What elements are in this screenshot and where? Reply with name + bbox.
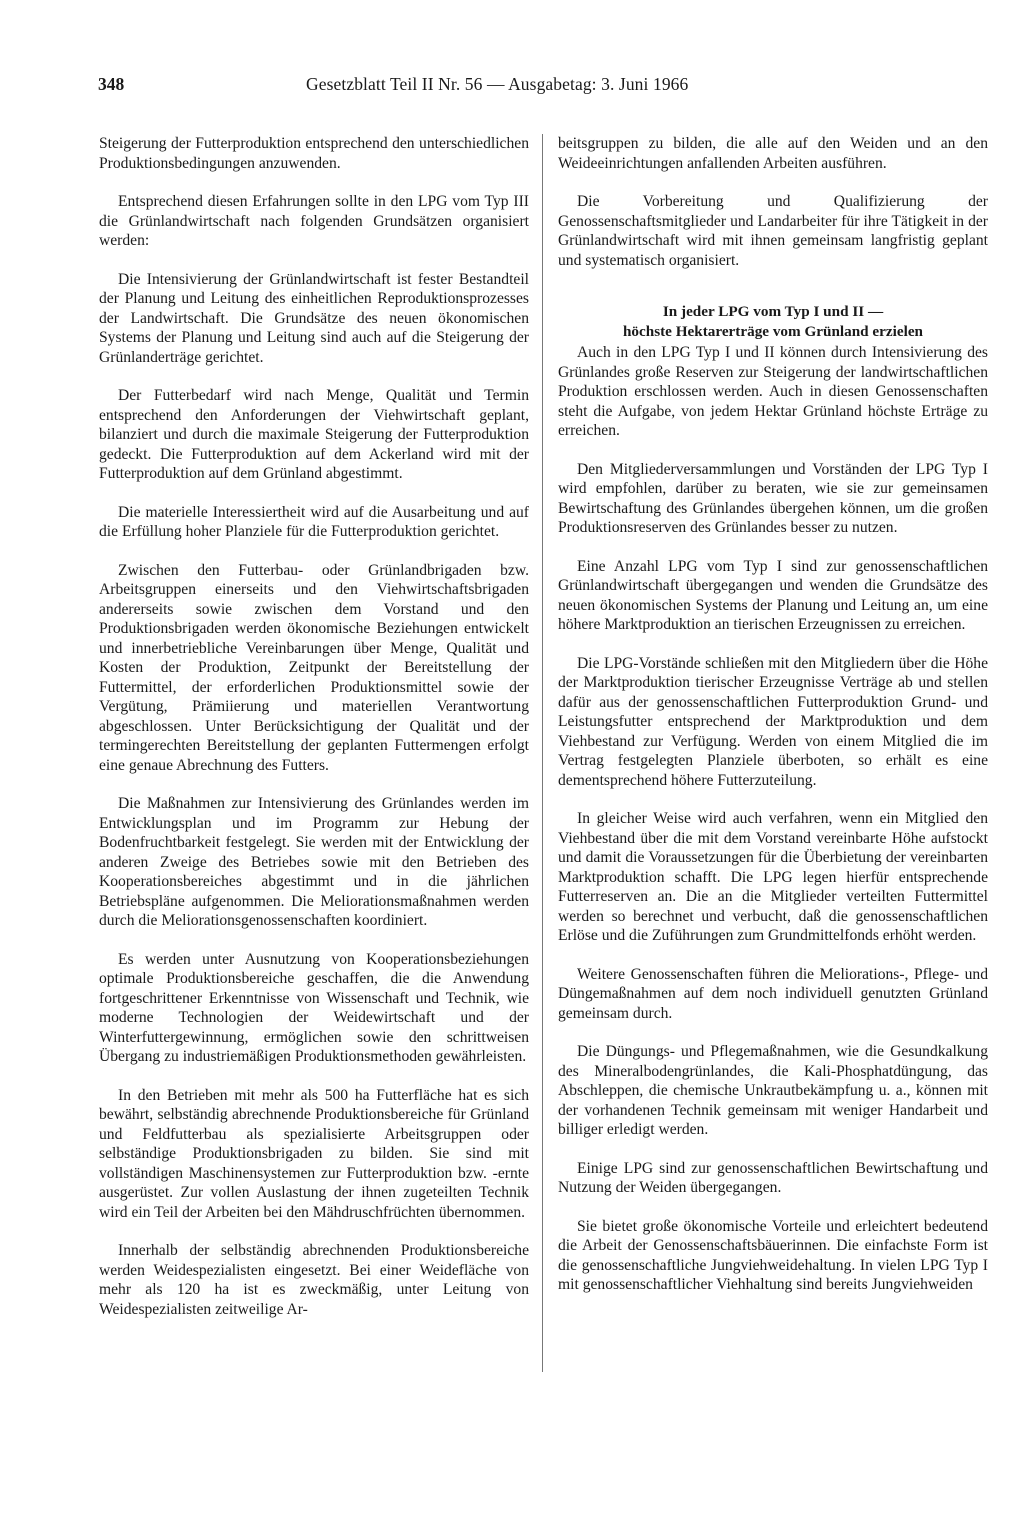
paragraph: Es werden unter Ausnutzung von Kooperationsbeziehungen optimale Produktionsbereiche geschaffen, die die Anwendung fortgeschrittener Erkenntnisse von Wissenschaft und Technik, wie moderne Technologien der Weidewirtschaft und der Winterfuttergewinnung, ermöglichen sowie den schrittweisen Übergang zu industriemäßigen Produktionsmethoden gewährleisten. bbox=[99, 950, 529, 1065]
paragraph: Eine Anzahl LPG vom Typ I sind zur genossenschaftlichen Grünlandwirtschaft übergegangen und wenden die Grundsätze des neuen ökonomischen Systems der Planung und Leitung an, um eine höhere Marktproduktion an tierischen Erzeugnissen zu erreichen. bbox=[558, 557, 988, 633]
paragraph: Steigerung der Futterproduktion entsprechend den unterschiedlichen Produktionsbedingungen anzuwenden. bbox=[99, 135, 529, 172]
paragraph: Den Mitgliederversammlungen und Vorständen der LPG Typ I wird empfohlen, darüber zu beraten, wie sie zur gemeinsamen Bewirtschaftung des Grünlandes übergehen können, um die großen Produktionsreserven des Grünlandes besser zu nutzen. bbox=[558, 460, 988, 536]
gazette-header-title: Gesetzblatt Teil II Nr. 56 — Ausgabetag: 3. Juni 1966 bbox=[306, 74, 689, 94]
paragraph: beitsgruppen zu bilden, die alle auf den Weiden und an den Weideeinrichtungen anfallenden Arbeiten ausführen. bbox=[558, 135, 988, 172]
paragraph: Auch in den LPG Typ I und II können durch Intensivierung des Grünlandes große Reserven zur Steigerung der landwirtschaftlichen Produktion erschlossen werden. Auch in diesen Genossenschaften steht die Aufgabe, von jedem Hektar Grünland höchste Erträge zu erreichen. bbox=[558, 344, 988, 439]
section-heading-line: In jeder LPG vom Typ I und II — bbox=[662, 303, 884, 320]
right-column bbox=[558, 134, 988, 1314]
page-header bbox=[98, 74, 930, 98]
paragraph: Die Vorbereitung und Qualifizierung der Genossenschaftsmitglieder und Landarbeiter für ihre Tätigkeit in der Grünlandwirtschaft wird mit ihnen gemeinsam langfristig geplant und systematisch organisiert. bbox=[558, 193, 988, 269]
paragraph: Zwischen den Futterbau- oder Grünlandbrigaden bzw. Arbeitsgruppen einerseits und den Viehwirtschaftsbrigaden andererseits sowie zwischen dem Vorstand und den Produktionsbrigaden werden ökonomische Beziehungen entwickelt und innerbetriebliche Vereinbarungen über Menge, Qualität und Kosten der Produktion, Zeitpunkt der Bereitstellung der Futtermittel, der erforderlichen Produktionsmittel sowie der Vergütung, Prämiierung und materiellen Verantwortung abgeschlossen. Unter Berücksichtigung der Qualität und der termingerechten Bereitstellung der geplanten Futtermengen erfolgt eine genaue Abrechnung des Futters. bbox=[99, 561, 529, 774]
paragraph: Die Düngungs- und Pflegemaßnahmen, wie die Gesundkalkung des Mineralbodengrünlandes, die Kali-Phosphatdüngung, das Abschleppen, die chemische Unkrautbekämpfung u. a., können mit der vorhandenen Technik gemeinsam mit weniger Handarbeit und billiger erledigt werden. bbox=[558, 1043, 988, 1138]
section-heading-line: höchste Hektarerträge vom Grünland erzielen bbox=[622, 322, 924, 340]
left-column bbox=[99, 134, 529, 1338]
paragraph: Die LPG-Vorstände schließen mit den Mitgliedern über die Höhe der Marktproduktion tierischer Erzeugnisse Verträge ab und stellen dafür aus der genossenschaftlichen Futterproduktion Grund- und Leistungsfutter entsprechend der Marktproduktion und dem Viehbestand zur Verfügung. Werden von einem Mitglied die im Vertrag festgelegten Planziele überboten, so erhält es eine dementsprechend höhere Futterzuteilung. bbox=[558, 654, 988, 789]
paragraph: Die Maßnahmen zur Intensivierung des Grünlandes werden im Entwicklungsplan und im Programm zur Hebung der Bodenfruchtbarkeit festgelegt. Sie werden mit der Entwicklung der anderen Zweige des Betriebes sowie mit den Betrieben des Kooperationsbereiches abgestimmt und in die jährlichen Betriebspläne aufgenommen. Die Meliorationsmaßnahmen werden durch die Meliorationsgenossenschaften koordiniert. bbox=[99, 795, 529, 929]
column-divider bbox=[542, 134, 543, 1372]
paragraph: In gleicher Weise wird auch verfahren, wenn ein Mitglied den Viehbestand über die mit dem Vorstand vereinbarte Höhe aufstockt und damit die Voraussetzungen für die Überbietung der vereinbarten Marktproduktion schafft. Die LPG legen hierfür entsprechende Futterreserven an. Die an die Mitglieder verteilten Futtermittel werden so berechnet und verbucht, daß die genossenschaftlichen Erlöse und die Zuführungen zum Grundmittelfonds erhöht werden. bbox=[558, 810, 988, 944]
paragraph: Der Futterbedarf wird nach Menge, Qualität und Termin entsprechend den Anforderungen der Viehwirtschaft geplant, bilanziert und durch die maximale Steigerung der Futterproduktion gedeckt. Die Futterproduktion auf dem Ackerland wird mit der Futterproduktion auf dem Grünland abgestimmt. bbox=[99, 387, 529, 482]
section-heading bbox=[558, 302, 988, 341]
paragraph: Einige LPG sind zur genossenschaftlichen Bewirtschaftung und Nutzung der Weiden übergegangen. bbox=[558, 1159, 988, 1196]
paragraph: Die materielle Interessiertheit wird auf die Ausarbeitung und auf die Erfüllung hoher Planziele für die Futterproduktion gerichtet. bbox=[99, 503, 529, 540]
paragraph: Weitere Genossenschaften führen die Meliorations-, Pflege- und Düngemaßnahmen auf dem noch individuell genutzten Grünland gemeinsam durch. bbox=[558, 965, 988, 1022]
page-number: 348 bbox=[98, 74, 125, 94]
paragraph: Entsprechend diesen Erfahrungen sollte in den LPG vom Typ III die Grünlandwirtschaft nach folgenden Grundsätzen organisiert werden: bbox=[99, 193, 529, 249]
paragraph: Innerhalb der selbständig abrechnenden Produktionsbereiche werden Weidespezialisten eingesetzt. Bei einer Weidefläche von mehr als 120 ha ist es zweckmäßig, unter Leitung von Weidespezialisten zeitweilige Ar- bbox=[99, 1242, 529, 1318]
paragraph: Sie bietet große ökonomische Vorteile und erleichtert bedeutend die Arbeit der Genossenschaftsbäuerinnen. Die einfachste Form ist die genossenschaftliche Jungviehweidehaltung. In vielen LPG Typ I mit genossenschaftlicher Viehhaltung sind bereits Jungviehweiden bbox=[558, 1217, 988, 1293]
paragraph: In den Betrieben mit mehr als 500 ha Futterfläche hat es sich bewährt, selbständig abrechnende Produktionsbereiche für Grünland und Feldfutterbau als spezialisierte Arbeitsgruppen oder selbständige Produktionsbrigaden zu bilden. Sie sind mit vollständigen Maschinensystemen zur Futterproduktion bzw. -ernte ausgerüstet. Zur vollen Auslastung der ihnen zugeteilten Technik wird ein Teil der Arbeiten bei den Mähdruschfrüchten übernommen. bbox=[99, 1086, 529, 1221]
paragraph: Die Intensivierung der Grünlandwirtschaft ist fester Bestandteil der Planung und Leitung des einheitlichen Reproduktionsprozesses der Landwirtschaft. Die Grundsätze des neuen ökonomischen Systems der Planung und Leitung sind auch auf die Steigerung der Grünlanderträge gerichtet. bbox=[99, 270, 529, 366]
